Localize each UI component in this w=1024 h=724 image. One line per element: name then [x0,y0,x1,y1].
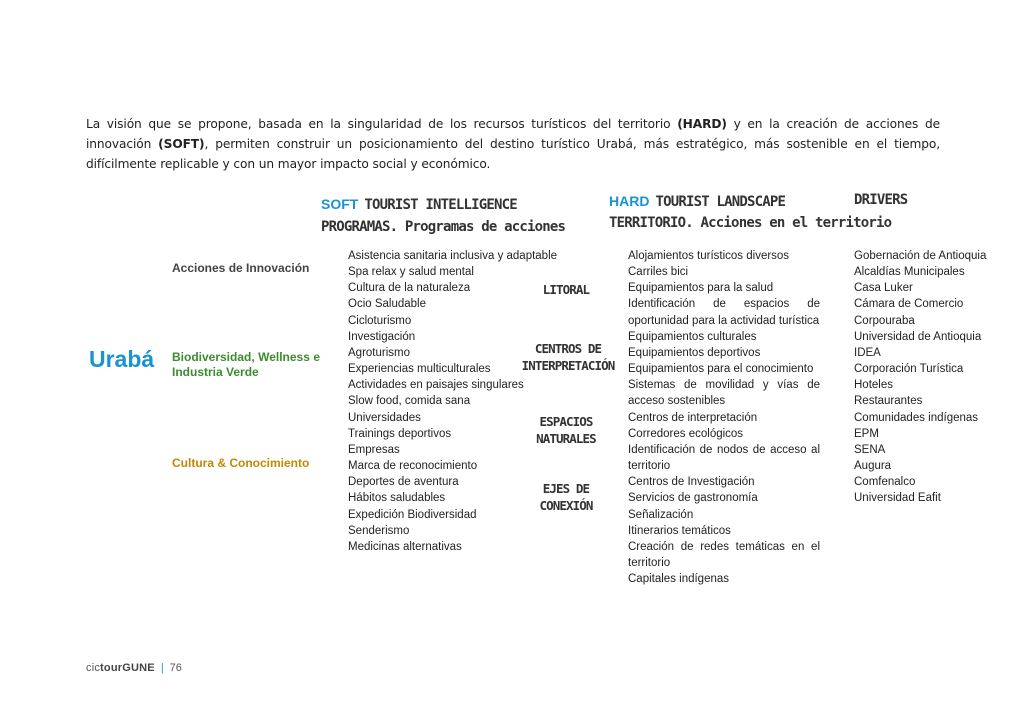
hard-item: Identificación de nodos de acceso al territorio [628,443,820,473]
hard-item: Capitales indígenas [628,573,730,586]
page-number: 76 [169,662,182,674]
soft-item: Senderismo [348,524,410,537]
hard-item: Itinerarios temáticos [628,524,731,537]
hard-item: Equipamientos deportivos [628,346,761,359]
driver-item: Augura [854,460,892,473]
hard-item: Señalización [628,508,694,521]
hard-item: Equipamientos culturales [628,330,757,343]
category-innovacion: Acciones de Innovación [172,261,310,275]
soft-item: Medicinas alternativas [348,540,462,553]
soft-item: Slow food, comida sana [348,395,471,408]
driver-item: Restaurantes [854,395,923,408]
logo-main: tourGUNE [100,662,155,674]
soft-item: Agroturismo [348,346,410,359]
hard-items-list [628,248,820,587]
hard-item: Corredores ecológicos [628,427,744,440]
hard-header-title: TOURIST LANDSCAPE [655,194,786,210]
soft-header-title: TOURIST INTELLIGENCE [364,197,517,213]
drivers-header: DRIVERS [854,192,908,208]
hard-item: Carriles bici [628,266,689,279]
driver-item: Casa Luker [854,282,913,295]
soft-item: Cicloturismo [348,314,412,327]
hard-item: Servicios de gastronomía [628,492,758,505]
soft-item: Trainings deportivos [348,427,452,440]
label-centros: CENTROS DE INTERPRETACIÓN [521,341,615,373]
soft-item: Spa relax y salud mental [348,266,474,279]
label-litoral: LITORAL [542,282,590,297]
hard-item: Creación de redes temáticas en el territorio [628,540,820,569]
driver-item: SENA [854,443,886,456]
driver-item: IDEA [854,346,881,359]
hard-header-line1 [609,193,785,210]
intro-text-3: , permiten construir un posicionamiento del destino turístico Urabá, más estratégico, más sostenible en el tiempo, difícilmente replicable y con un mayor impacto social y económico. [86,137,941,172]
driver-item: Corpouraba [854,314,915,327]
footer [86,662,182,674]
driver-item: Gobernación de Antioquia [854,250,987,262]
soft-item: Deportes de aventura [348,476,459,489]
driver-item: Corporación Turística [854,363,964,376]
logo-prefix: cic [86,662,101,674]
region-title: Urabá [89,346,155,372]
soft-item: Cultura de la naturaleza [348,282,471,295]
intro-hard: (HARD) [677,117,727,132]
soft-item: Ocio Saludable [348,298,426,311]
soft-item: Hábitos saludables [348,492,446,505]
intro-text-2: y en la creación de acciones de innovación [86,117,940,152]
driver-item: Universidad Eafit [854,492,941,505]
hard-item: Equipamientos para el conocimiento [628,363,814,376]
hard-header-line2: TERRITORIO. Acciones en el territorio [609,215,892,231]
cictourgune-logo [86,662,155,674]
driver-item: Cámara de Comercio [854,298,964,311]
category-biodiversidad: Biodiversidad, Wellness e Industria Verde [172,350,320,379]
soft-header-line1 [321,196,517,213]
soft-item: Experiencias multiculturales [348,363,491,376]
label-ejes: EJES DE CONEXIÓN [539,481,593,513]
soft-tag: SOFT [321,196,359,212]
hard-item: Alojamientos turísticos diversos [628,250,790,262]
intro-text-1: La visión que se propone, basada en la singularidad de los recursos turísticos del territorio [86,117,678,132]
category-cultura: Cultura & Conocimiento [172,456,310,470]
hard-tag: HARD [609,193,650,209]
hard-item: Centros de interpretación [628,411,758,424]
soft-item: Marca de reconocimiento [348,460,478,473]
hard-item: Equipamientos para la salud [628,282,774,295]
soft-item: Actividades en paisajes singulares [348,379,524,392]
hard-item: Sistemas de movilidad y vías de acceso sostenibles [628,379,820,408]
soft-item: Asistencia sanitaria inclusiva y adaptable [348,250,558,262]
hard-item: Centros de Investigación [628,476,755,489]
label-espacios: ESPACIOS NATURALES [536,414,596,446]
soft-item: Expedición Biodiversidad [348,508,477,521]
soft-item: Empresas [348,443,400,456]
driver-item: Universidad de Antioquia [854,330,982,343]
soft-item: Investigación [348,330,416,343]
soft-header-line2: PROGRAMAS. Programas de acciones [321,219,566,235]
driver-item: Alcaldías Municipales [854,266,965,279]
driver-item: EPM [854,427,879,440]
drivers-list [854,248,986,507]
intro-soft: (SOFT) [158,137,205,152]
driver-item: Comunidades indígenas [854,411,979,424]
driver-item: Hoteles [854,379,893,392]
soft-item: Universidades [348,411,421,424]
driver-item: Comfenalco [854,476,916,489]
intro-paragraph [86,114,940,174]
hard-item: Identificación de espacios de oportunidad para la actividad turística [628,298,820,327]
footer-separator: | [160,662,164,674]
